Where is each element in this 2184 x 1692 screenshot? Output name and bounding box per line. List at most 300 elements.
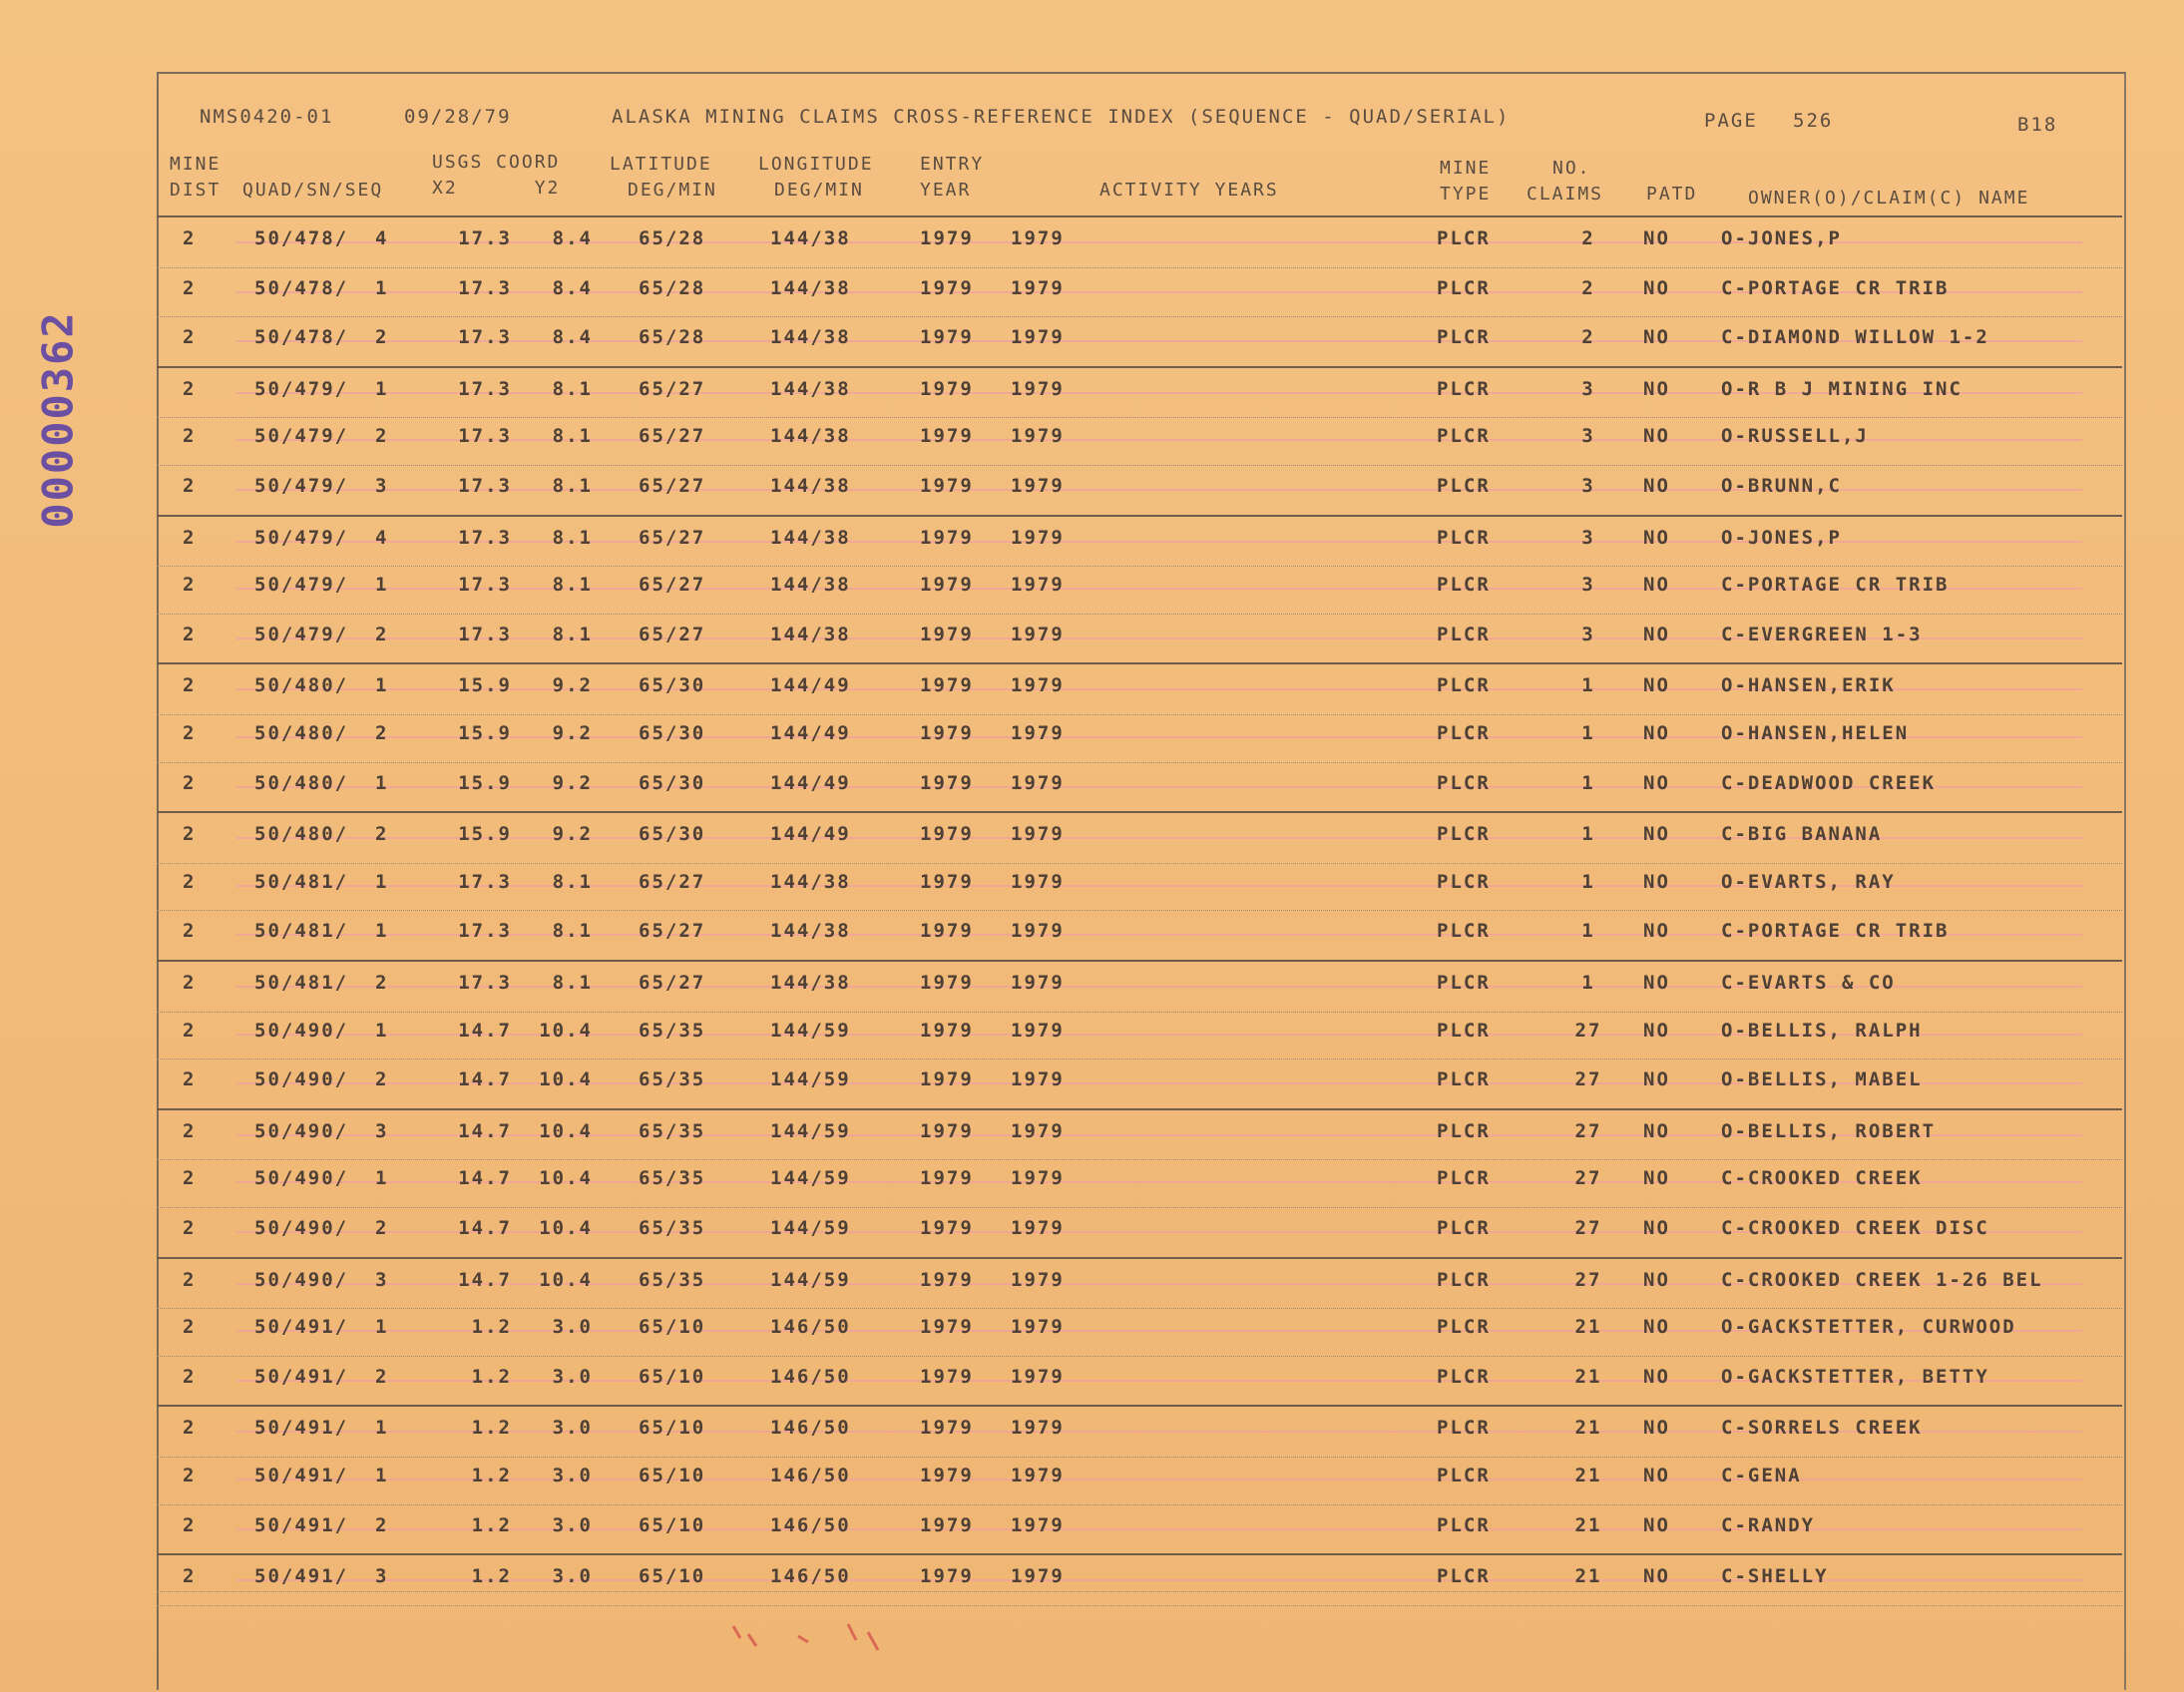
row-claims: 27 [1574, 1119, 1602, 1142]
table-row [157, 811, 2122, 864]
row-owner-claim-name: C-EVARTS & CO [1721, 972, 1896, 994]
col-mine-dist-l1: MINE [170, 154, 221, 175]
row-quad: 50/480/ 2 [254, 823, 389, 846]
table-row [157, 1405, 2122, 1458]
row-patd: NO [1643, 1217, 1670, 1239]
col-entry-l1: ENTRY [920, 154, 985, 175]
col-latitude-l2: DEG/MIN [628, 180, 717, 201]
row-latitude: 65/27 [639, 475, 706, 497]
row-claims: 1 [1581, 920, 1595, 943]
row-longitude: 144/38 [770, 972, 851, 994]
row-x2: 1.2 [471, 1365, 512, 1388]
row-entry-year: 1979 [920, 1119, 974, 1142]
row-patd: NO [1643, 574, 1670, 597]
row-entry-year: 1979 [920, 722, 974, 744]
row-owner-claim-name: C-SHELLY [1721, 1565, 1829, 1588]
row-latitude: 65/10 [639, 1417, 706, 1440]
row-y2: 3.0 [552, 1316, 593, 1339]
row-longitude: 144/49 [770, 674, 851, 697]
row-y2: 8.4 [552, 227, 593, 249]
row-claims: 3 [1581, 574, 1595, 597]
row-dist: 2 [183, 972, 197, 994]
row-y2: 3.0 [552, 1565, 593, 1588]
row-mine-type: PLCR [1437, 722, 1491, 744]
row-x2: 17.3 [458, 425, 512, 448]
row-activity-year: 1979 [1011, 1565, 1065, 1588]
row-mine-type: PLCR [1437, 227, 1491, 249]
row-entry-year: 1979 [920, 1167, 974, 1190]
row-guide-line [236, 1479, 2082, 1480]
row-x2: 14.7 [458, 1119, 512, 1142]
col-quad-l1 [242, 152, 383, 178]
table-row [157, 960, 2122, 1013]
row-y2: 3.0 [552, 1465, 593, 1486]
row-patd: NO [1643, 1316, 1670, 1339]
row-x2: 15.9 [458, 722, 512, 744]
row-owner-claim-name: C-RANDY [1721, 1513, 1816, 1536]
row-entry-year: 1979 [920, 823, 974, 846]
row-mine-type: PLCR [1437, 326, 1491, 349]
table-row [157, 564, 2122, 615]
row-y2: 9.2 [552, 674, 593, 697]
row-y2: 10.4 [539, 1217, 593, 1239]
col-longitude-l1: LONGITUDE [758, 154, 874, 175]
row-dist: 2 [183, 1119, 197, 1142]
row-owner-claim-name: C-EVERGREEN 1-3 [1721, 623, 1923, 645]
row-patd: NO [1643, 1417, 1670, 1440]
row-y2: 3.0 [552, 1365, 593, 1388]
row-owner-claim-name: C-PORTAGE CR TRIB [1721, 920, 1950, 943]
row-x2: 17.3 [458, 377, 512, 400]
row-entry-year: 1979 [920, 674, 974, 697]
row-x2: 14.7 [458, 1019, 512, 1042]
row-dist: 2 [183, 425, 197, 448]
row-activity-year: 1979 [1011, 326, 1065, 349]
row-entry-year: 1979 [920, 972, 974, 994]
row-activity-year: 1979 [1011, 227, 1065, 249]
row-patd: NO [1643, 526, 1670, 549]
row-quad: 50/491/ 2 [254, 1365, 389, 1388]
row-activity-year: 1979 [1011, 870, 1065, 893]
row-y2: 8.1 [552, 623, 593, 645]
table-row [157, 861, 2122, 912]
row-patd: NO [1643, 972, 1670, 994]
row-longitude: 144/49 [770, 823, 851, 846]
col-quad-l2: QUAD/SN/SEQ [242, 180, 384, 201]
table-row [157, 712, 2122, 763]
row-entry-year: 1979 [920, 1268, 974, 1291]
row-claims: 2 [1581, 227, 1595, 249]
row-patd: NO [1643, 1565, 1670, 1588]
row-x2: 17.3 [458, 623, 512, 645]
row-x2: 17.3 [458, 870, 512, 893]
row-y2: 8.4 [552, 276, 593, 299]
row-activity-year: 1979 [1011, 1167, 1065, 1190]
row-patd: NO [1643, 377, 1670, 400]
row-quad: 50/479/ 2 [254, 623, 389, 645]
report-id: NMS0420-01 [200, 106, 334, 128]
table-row [157, 267, 2122, 318]
col-quad-sn-seq [242, 152, 383, 204]
row-claims: 27 [1574, 1268, 1602, 1291]
row-latitude: 65/35 [639, 1217, 706, 1239]
row-patd: NO [1643, 1513, 1670, 1536]
row-latitude: 65/35 [639, 1119, 706, 1142]
row-entry-year: 1979 [920, 870, 974, 893]
row-claims: 21 [1574, 1565, 1602, 1588]
row-quad: 50/491/ 3 [254, 1565, 389, 1588]
row-entry-year: 1979 [920, 1513, 974, 1536]
table-row [157, 1257, 2122, 1310]
row-x2: 17.3 [458, 326, 512, 349]
row-longitude: 144/38 [770, 326, 851, 349]
row-quad: 50/478/ 1 [254, 276, 389, 299]
col-longitude [758, 152, 874, 204]
row-latitude: 65/30 [639, 823, 706, 846]
col-mine-type [1440, 156, 1491, 208]
row-latitude: 65/35 [639, 1167, 706, 1190]
row-y2: 8.1 [552, 425, 593, 448]
row-owner-claim-name: C-BIG BANANA [1721, 823, 1883, 846]
row-owner-claim-name: C-PORTAGE CR TRIB [1721, 574, 1950, 597]
row-x2: 15.9 [458, 823, 512, 846]
row-latitude: 65/35 [639, 1068, 706, 1091]
row-mine-type: PLCR [1437, 377, 1491, 400]
row-activity-year: 1979 [1011, 276, 1065, 299]
row-quad: 50/480/ 2 [254, 722, 389, 744]
col-mine-dist [170, 152, 220, 204]
row-latitude: 65/28 [639, 276, 706, 299]
row-entry-year: 1979 [920, 1068, 974, 1091]
row-quad: 50/490/ 3 [254, 1268, 389, 1291]
table-row [157, 1455, 2122, 1505]
row-latitude: 65/10 [639, 1465, 706, 1486]
row-activity-year: 1979 [1011, 475, 1065, 497]
row-claims: 1 [1581, 674, 1595, 697]
row-entry-year: 1979 [920, 920, 974, 943]
row-mine-type: PLCR [1437, 1268, 1491, 1291]
row-longitude: 144/38 [770, 425, 851, 448]
row-quad: 50/481/ 2 [254, 972, 389, 994]
row-patd: NO [1643, 276, 1670, 299]
col-usgs-coord [432, 150, 560, 202]
row-longitude: 146/50 [770, 1365, 851, 1388]
row-patd: NO [1643, 1268, 1670, 1291]
table-row [157, 1356, 2122, 1407]
row-patd: NO [1643, 425, 1670, 448]
report-title: ALASKA MINING CLAIMS CROSS-REFERENCE INDEX (SEQUENCE - QUAD/SERIAL) [612, 106, 1511, 128]
document-stamp [18, 299, 98, 539]
row-dist: 2 [183, 276, 197, 299]
row-activity-year: 1979 [1011, 823, 1065, 846]
row-longitude: 144/59 [770, 1167, 851, 1190]
row-dist: 2 [183, 1217, 197, 1239]
row-activity-year: 1979 [1011, 1465, 1065, 1486]
row-latitude: 65/35 [639, 1019, 706, 1042]
row-activity-year: 1979 [1011, 1217, 1065, 1239]
row-y2: 10.4 [539, 1119, 593, 1142]
row-patd: NO [1643, 326, 1670, 349]
row-mine-type: PLCR [1437, 276, 1491, 299]
row-quad: 50/481/ 1 [254, 870, 389, 893]
row-claims: 21 [1574, 1417, 1602, 1440]
row-longitude: 144/49 [770, 722, 851, 744]
row-owner-claim-name: O-BELLIS, RALPH [1721, 1019, 1923, 1042]
row-dist: 2 [183, 1365, 197, 1388]
row-dist: 2 [183, 326, 197, 349]
row-owner-claim-name: C-CROOKED CREEK 1-26 BEL [1721, 1268, 2043, 1291]
row-y2: 10.4 [539, 1268, 593, 1291]
row-quad: 50/479/ 3 [254, 475, 389, 497]
row-dist: 2 [183, 1513, 197, 1536]
row-dist: 2 [183, 722, 197, 744]
page-label: PAGE [1704, 110, 1758, 132]
table-row [157, 614, 2122, 664]
row-activity-year: 1979 [1011, 920, 1065, 943]
row-latitude: 65/27 [639, 574, 706, 597]
row-dist: 2 [183, 674, 197, 697]
row-claims: 1 [1581, 972, 1595, 994]
row-claims: 1 [1581, 722, 1595, 744]
row-owner-claim-name: C-SORRELS CREEK [1721, 1417, 1923, 1440]
table-row [157, 1157, 2122, 1208]
row-latitude: 65/30 [639, 771, 706, 794]
row-longitude: 144/59 [770, 1119, 851, 1142]
row-owner-claim-name: C-CROOKED CREEK DISC [1721, 1217, 1989, 1239]
row-activity-year: 1979 [1011, 1019, 1065, 1042]
col-owner-l2: OWNER(O)/CLAIM(C) NAME [1748, 188, 2030, 209]
row-mine-type: PLCR [1437, 972, 1491, 994]
row-entry-year: 1979 [920, 526, 974, 549]
row-activity-year: 1979 [1011, 377, 1065, 400]
row-patd: NO [1643, 920, 1670, 943]
row-mine-type: PLCR [1437, 1068, 1491, 1091]
row-claims: 2 [1581, 276, 1595, 299]
row-longitude: 144/38 [770, 227, 851, 249]
row-longitude: 144/59 [770, 1019, 851, 1042]
table-row [157, 316, 2122, 367]
row-activity-year: 1979 [1011, 1268, 1065, 1291]
row-patd: NO [1643, 771, 1670, 794]
row-activity-year: 1979 [1011, 1316, 1065, 1339]
row-owner-claim-name: C-CROOKED CREEK [1721, 1167, 1923, 1190]
row-x2: 14.7 [458, 1068, 512, 1091]
row-entry-year: 1979 [920, 326, 974, 349]
row-dist: 2 [183, 1167, 197, 1190]
row-claims: 27 [1574, 1167, 1602, 1190]
row-claims: 3 [1581, 377, 1595, 400]
row-activity-year: 1979 [1011, 1513, 1065, 1536]
col-mine-dist-l2: DIST [170, 180, 221, 201]
col-entry-year [920, 152, 984, 204]
col-activity-l2: ACTIVITY YEARS [1099, 180, 1279, 201]
table-row [157, 910, 2122, 961]
table-row [157, 217, 2122, 268]
row-longitude: 144/38 [770, 377, 851, 400]
row-owner-claim-name: O-HANSEN,HELEN [1721, 722, 1910, 744]
report-date: 09/28/79 [404, 106, 512, 128]
row-latitude: 65/27 [639, 623, 706, 645]
col-owner-l1 [1748, 160, 2029, 186]
row-x2: 17.3 [458, 574, 512, 597]
row-activity-year: 1979 [1011, 1068, 1065, 1091]
row-owner-claim-name: O-JONES,P [1721, 227, 1842, 249]
row-x2: 1.2 [471, 1465, 512, 1486]
row-dist: 2 [183, 1565, 197, 1588]
row-claims: 21 [1574, 1316, 1602, 1339]
row-y2: 9.2 [552, 771, 593, 794]
row-mine-type: PLCR [1437, 1465, 1491, 1486]
row-longitude: 144/38 [770, 574, 851, 597]
col-owner-claim [1748, 160, 2029, 212]
row-owner-claim-name: O-R B J MINING INC [1721, 377, 1963, 400]
row-longitude: 144/38 [770, 526, 851, 549]
col-no-claims [1527, 156, 1603, 208]
row-longitude: 146/50 [770, 1465, 851, 1486]
row-quad: 50/480/ 1 [254, 674, 389, 697]
col-latitude-l1: LATITUDE [610, 154, 712, 175]
row-claims: 21 [1574, 1365, 1602, 1388]
table-row [157, 1010, 2122, 1060]
row-dist: 2 [183, 574, 197, 597]
row-owner-claim-name: C-DEADWOOD CREEK [1721, 771, 1937, 794]
row-quad: 50/490/ 1 [254, 1019, 389, 1042]
col-patd-l2: PATD [1646, 184, 1698, 205]
row-quad: 50/491/ 1 [254, 1316, 389, 1339]
row-owner-claim-name: O-GACKSTETTER, BETTY [1721, 1365, 1989, 1388]
row-x2: 14.7 [458, 1268, 512, 1291]
table-row [157, 1306, 2122, 1357]
table-row [157, 1504, 2122, 1555]
row-x2: 17.3 [458, 920, 512, 943]
row-quad: 50/478/ 4 [254, 227, 389, 249]
row-longitude: 146/50 [770, 1513, 851, 1536]
table-row [157, 662, 2122, 715]
row-x2: 15.9 [458, 674, 512, 697]
row-latitude: 65/10 [639, 1316, 706, 1339]
col-latitude [610, 152, 717, 204]
row-latitude: 65/27 [639, 377, 706, 400]
row-quad: 50/491/ 1 [254, 1417, 389, 1440]
row-dist: 2 [183, 377, 197, 400]
row-entry-year: 1979 [920, 1365, 974, 1388]
table-row [157, 1058, 2122, 1109]
row-owner-claim-name: O-BRUNN,C [1721, 475, 1842, 497]
row-quad: 50/490/ 2 [254, 1217, 389, 1239]
col-activity-years [1099, 152, 1279, 204]
col-type-l1: MINE [1440, 158, 1492, 179]
row-x2: 17.3 [458, 526, 512, 549]
row-activity-year: 1979 [1011, 771, 1065, 794]
row-patd: NO [1643, 1068, 1670, 1091]
row-longitude: 144/59 [770, 1217, 851, 1239]
row-entry-year: 1979 [920, 1565, 974, 1588]
row-entry-year: 1979 [920, 1316, 974, 1339]
row-longitude: 144/38 [770, 276, 851, 299]
row-patd: NO [1643, 623, 1670, 645]
row-patd: NO [1643, 722, 1670, 744]
row-mine-type: PLCR [1437, 623, 1491, 645]
row-mine-type: PLCR [1437, 1167, 1491, 1190]
row-dist: 2 [183, 920, 197, 943]
row-mine-type: PLCR [1437, 870, 1491, 893]
row-quad: 50/490/ 1 [254, 1167, 389, 1190]
row-longitude: 146/50 [770, 1565, 851, 1588]
row-owner-claim-name: C-DIAMOND WILLOW 1-2 [1721, 326, 1989, 349]
row-latitude: 65/27 [639, 920, 706, 943]
row-quad: 50/479/ 4 [254, 526, 389, 549]
row-owner-claim-name: C-GENA [1721, 1465, 1802, 1486]
row-longitude: 144/38 [770, 623, 851, 645]
row-dist: 2 [183, 870, 197, 893]
row-entry-year: 1979 [920, 1465, 974, 1486]
row-mine-type: PLCR [1437, 1217, 1491, 1239]
row-mine-type: PLCR [1437, 1119, 1491, 1142]
row-x2: 1.2 [471, 1417, 512, 1440]
row-dist: 2 [183, 1068, 197, 1091]
table-row [157, 366, 2122, 419]
col-patd-l1 [1646, 156, 1697, 182]
row-entry-year: 1979 [920, 227, 974, 249]
row-dist: 2 [183, 623, 197, 645]
row-y2: 8.1 [552, 475, 593, 497]
row-claims: 3 [1581, 475, 1595, 497]
row-mine-type: PLCR [1437, 1316, 1491, 1339]
row-x2: 1.2 [471, 1316, 512, 1339]
row-latitude: 65/28 [639, 227, 706, 249]
row-activity-year: 1979 [1011, 425, 1065, 448]
row-mine-type: PLCR [1437, 1565, 1491, 1588]
row-activity-year: 1979 [1011, 1417, 1065, 1440]
row-longitude: 144/38 [770, 870, 851, 893]
table-row [157, 762, 2122, 813]
row-dist: 2 [183, 526, 197, 549]
row-owner-claim-name: O-BELLIS, ROBERT [1721, 1119, 1937, 1142]
row-dist: 2 [183, 227, 197, 249]
row-x2: 17.3 [458, 276, 512, 299]
row-activity-year: 1979 [1011, 722, 1065, 744]
row-x2: 17.3 [458, 475, 512, 497]
row-y2: 10.4 [539, 1068, 593, 1091]
row-quad: 50/479/ 1 [254, 574, 389, 597]
row-claims: 27 [1574, 1068, 1602, 1091]
row-x2: 17.3 [458, 972, 512, 994]
row-latitude: 65/27 [639, 526, 706, 549]
row-patd: NO [1643, 1465, 1670, 1486]
row-entry-year: 1979 [920, 425, 974, 448]
report-code: B18 [2017, 114, 2058, 136]
row-latitude: 65/10 [639, 1513, 706, 1536]
row-mine-type: PLCR [1437, 574, 1491, 597]
row-mine-type: PLCR [1437, 920, 1491, 943]
row-quad: 50/491/ 2 [254, 1513, 389, 1536]
row-latitude: 65/10 [639, 1565, 706, 1588]
table-row [157, 465, 2122, 516]
row-dist: 2 [183, 1019, 197, 1042]
row-claims: 1 [1581, 870, 1595, 893]
row-entry-year: 1979 [920, 771, 974, 794]
row-patd: NO [1643, 1167, 1670, 1190]
row-dist: 2 [183, 1316, 197, 1339]
row-mine-type: PLCR [1437, 674, 1491, 697]
row-longitude: 144/38 [770, 920, 851, 943]
col-patd [1646, 156, 1697, 208]
row-longitude: 146/50 [770, 1417, 851, 1440]
row-y2: 10.4 [539, 1019, 593, 1042]
row-quad: 50/490/ 2 [254, 1068, 389, 1091]
col-type-l2: TYPE [1440, 184, 1492, 205]
table-row [157, 1108, 2122, 1161]
